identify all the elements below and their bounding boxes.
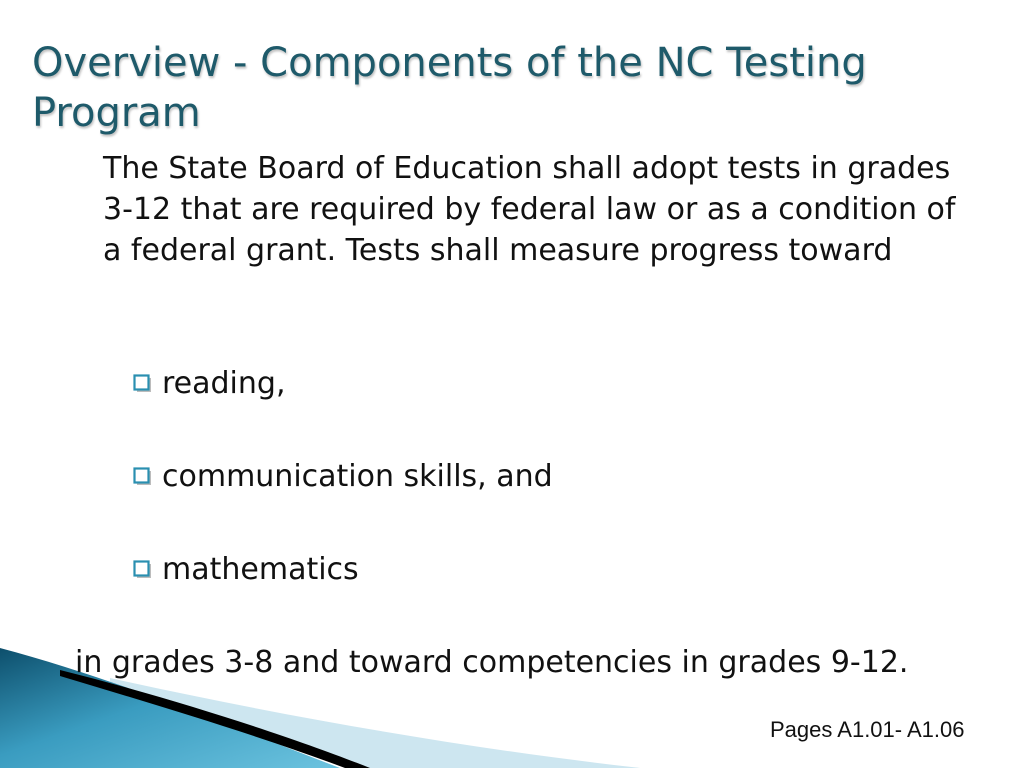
closing-sentence: in grades 3-8 and toward competencies in grades 9-12. bbox=[75, 645, 909, 680]
hollow-square-bullet-icon bbox=[133, 364, 152, 404]
intro-paragraph: The State Board of Education shall adopt tests in grades 3-12 that are required by federal law or as a condition of a federal grant. Tests shall measure progress toward bbox=[103, 151, 956, 268]
page-reference: Pages A1.01- A1.06 bbox=[770, 717, 965, 742]
bullet-item-mathematics bbox=[133, 550, 359, 590]
bullet-label: reading, bbox=[162, 366, 286, 401]
slide-title: Overview - Components of the NC Testing Program bbox=[32, 40, 867, 136]
bullet-label: communication skills, and bbox=[162, 459, 553, 494]
hollow-square-bullet-icon bbox=[133, 550, 152, 590]
bullet-label: mathematics bbox=[162, 552, 359, 587]
bullet-item-reading bbox=[133, 364, 286, 404]
bullet-item-communication-skills bbox=[133, 457, 553, 497]
hollow-square-bullet-icon bbox=[133, 457, 152, 497]
